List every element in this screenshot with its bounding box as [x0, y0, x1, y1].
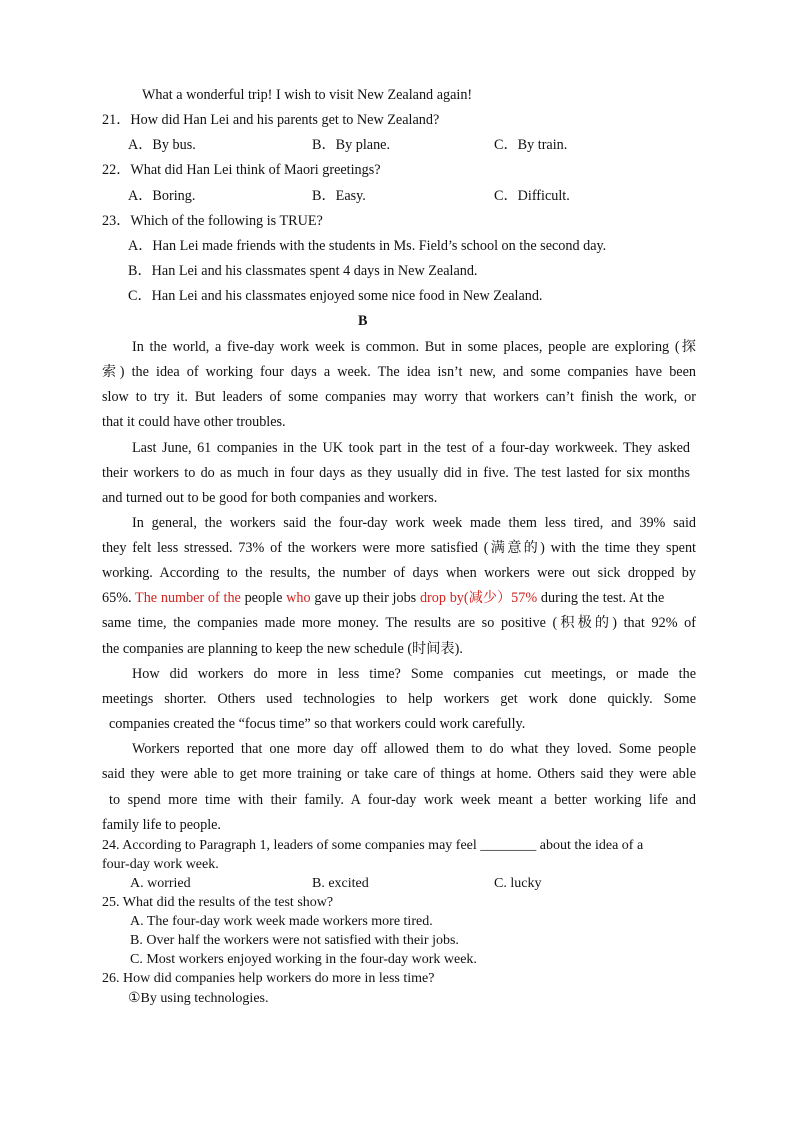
p1-line-1: In the world, a five-day work week is common. But in some places, people are exploring (探	[132, 339, 696, 355]
p3-l4-highlight-number: The number of the	[135, 590, 241, 606]
p1-line-3: slow to try it. But leaders of some companies may worry that workers can’t finish the work, or	[102, 389, 696, 405]
p3-l4-part-g: during the test. At the	[537, 590, 665, 606]
q25-option-c: C. Most workers enjoyed working in the four-day work week.	[130, 952, 477, 967]
p3-line-1: In general, the workers said the four-day work week made them less tired, and 39% said	[132, 515, 696, 531]
p3-l4-highlight-who: who	[286, 590, 311, 606]
q23-option-a: A．Han Lei made friends with the students in Ms. Field’s school on the second day.	[128, 238, 607, 254]
q25-option-b: B. Over half the workers were not satisfied with their jobs.	[130, 933, 459, 948]
p3-l4-part-c: people	[240, 590, 287, 606]
p3-l4-highlight-drop: drop by(减少）57%	[419, 590, 538, 606]
p5-line-4: family life to people.	[102, 817, 221, 833]
question-23: 23．Which of the following is TRUE?	[102, 213, 323, 229]
section-b-heading: B	[358, 313, 368, 329]
p5-line-1: Workers reported that one more day off allowed them to do what they loved. Some people	[132, 741, 696, 757]
p2-line-2: their workers to do as much in four days as they usually did in five. The test lasted for six months	[102, 465, 690, 481]
p3-line-2: they felt less stressed. 73% of the workers were more satisfied (满意的) with the time they spent	[102, 540, 696, 556]
passage-closing-line: What a wonderful trip! I wish to visit New Zealand again!	[142, 87, 473, 103]
q23-option-b: B．Han Lei and his classmates spent 4 days in New Zealand.	[128, 263, 478, 279]
p3-line-3: working. According to the results, the number of days when workers were out sick dropped by	[102, 565, 696, 581]
question-26: 26. How did companies help workers do more in less time?	[102, 971, 435, 986]
q22-option-b: B．Easy.	[312, 188, 366, 204]
question-24-line-2: four-day work week.	[102, 857, 219, 872]
q21-option-c: C．By train.	[494, 137, 568, 153]
p1-line-4: that it could have other troubles.	[102, 414, 286, 430]
q24-option-c: C. lucky	[494, 876, 542, 891]
p5-line-3: to spend more time with their family. A four-day work week meant a better working life and	[109, 792, 696, 808]
question-24-line-1: 24. According to Paragraph 1, leaders of some companies may feel ________ about the idea of a	[102, 838, 644, 853]
p3-line-5: same time, the companies made more money. The results are so positive (积极的) that 92% of	[102, 615, 696, 631]
q22-option-a: A．Boring.	[128, 188, 196, 204]
q25-option-a: A. The four-day work week made workers more tired.	[130, 914, 433, 929]
p4-line-3: companies created the “focus time” so that workers could work carefully.	[109, 716, 526, 732]
q22-option-c: C．Difficult.	[494, 188, 570, 204]
p3-line-4	[102, 589, 696, 607]
q23-option-c: C．Han Lei and his classmates enjoyed some nice food in New Zealand.	[128, 288, 543, 304]
q21-option-a: A．By bus.	[128, 137, 196, 153]
p3-l4-part-e: gave up their jobs	[310, 590, 420, 606]
p5-line-2: said they were able to get more training or take care of things at home. Others said they were able	[102, 766, 696, 782]
question-21: 21．How did Han Lei and his parents get to New Zealand?	[102, 112, 440, 128]
p2-line-3: and turned out to be good for both companies and workers.	[102, 490, 438, 506]
p4-line-2: meetings shorter. Others used technologies to help workers get work done quickly. Some	[102, 691, 696, 707]
question-22: 22．What did Han Lei think of Maori greetings?	[102, 162, 381, 178]
p2-line-1: Last June, 61 companies in the UK took part in the test of a four-day workweek. They asked	[132, 440, 690, 456]
p3-l4-part-a: 65%.	[102, 590, 136, 606]
p4-line-1: How did workers do more in less time? Some companies cut meetings, or made the	[132, 666, 696, 682]
p1-line-2: 索) the idea of working four days a week. The idea isn’t new, and some companies have been	[102, 364, 696, 380]
p3-line-6: the companies are planning to keep the new schedule (时间表).	[102, 641, 463, 657]
q21-option-b: B．By plane.	[312, 137, 391, 153]
question-25: 25. What did the results of the test show?	[102, 895, 334, 910]
q24-option-a: A. worried	[130, 876, 191, 891]
q26-option-1: ①By using technologies.	[128, 991, 269, 1006]
q24-option-b: B. excited	[312, 876, 369, 891]
